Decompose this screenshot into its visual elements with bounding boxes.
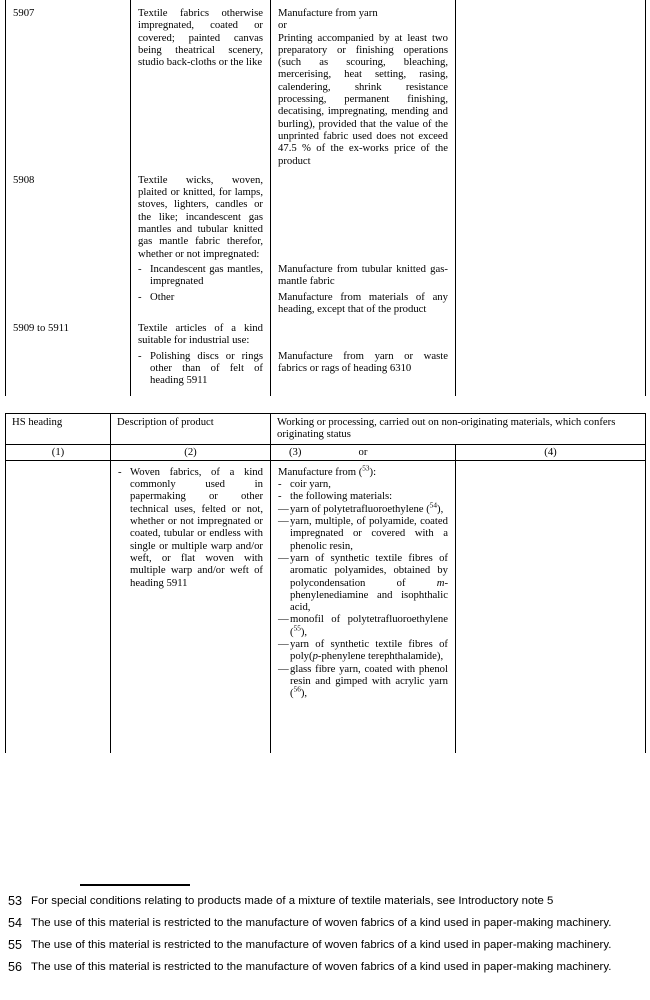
column-number-2: (2)	[110, 445, 270, 461]
hs-code: 5907	[13, 7, 35, 19]
working-text: Manufacture from yarn	[278, 7, 378, 19]
working-cell	[270, 461, 455, 753]
dash-bullet: -	[138, 262, 142, 275]
description-list-item	[138, 263, 263, 288]
working-list-item	[278, 490, 448, 502]
description-cell	[110, 461, 270, 753]
working-text: Printing accompanied by at least two preparatory or finishing operations (such as scouring, bleaching, mercerising, heat setting, rasing, calendering, shrink resistance processing, permanent finishing, decatising, impregnating, mending and burling), provided that the value of the unprinted fabric used does not exceed 47.5 % of the ex-works price of the product	[278, 31, 448, 167]
list-item-text: coir yarn,	[290, 478, 331, 491]
working-sublist-item	[278, 638, 448, 663]
footnote-number: 53	[8, 894, 23, 908]
description-cell	[130, 347, 270, 387]
footnote-number: 56	[8, 960, 23, 974]
column4-cell	[455, 288, 646, 316]
description-cell	[130, 315, 270, 347]
list-item-text: Polishing discs or rings other than of felt of heading 5911	[150, 349, 263, 387]
dash-bullet: -	[278, 478, 282, 491]
working-cell	[270, 288, 455, 316]
working-sublist-item	[278, 515, 448, 552]
hs-heading-cell	[5, 167, 130, 260]
dash-bullet: -	[138, 349, 142, 362]
working-sublist-item	[278, 552, 448, 613]
dash-bullet: —	[278, 662, 289, 675]
table-spacer	[5, 387, 130, 396]
working-sublist-item	[278, 613, 448, 638]
column-number-4: (4)	[455, 445, 646, 461]
footnote-separator-rule	[80, 884, 190, 886]
hs-heading-cell	[5, 315, 130, 347]
working-text: Manufacture from materials of any heading, except that of the product	[278, 290, 448, 315]
footnote-text: For special conditions relating to products made of a mixture of textile materials, see Introductory note 5	[31, 895, 554, 907]
list-item-text: Incandescent gas mantles, impregnated	[150, 262, 263, 288]
description-list-item	[138, 291, 263, 303]
list-item-text: monofil of polytetrafluoroethylene ($^{55}$),	[290, 613, 448, 638]
hs-heading-cell	[5, 461, 110, 753]
footnote-text: The use of this material is restricted to the manufacture of woven fabrics of a kind used in paper-making machinery.	[31, 961, 612, 973]
hs-heading-cell	[5, 260, 130, 288]
footnote-number: 54	[8, 916, 23, 930]
header-working-processing: Working or processing, carried out on non-originating materials, which confers originating status	[270, 414, 646, 445]
or-label: or	[358, 445, 368, 458]
description-cell	[130, 167, 270, 260]
column4-cell	[455, 260, 646, 288]
column-number-3: (3)	[289, 445, 302, 458]
list-item-text: yarn of synthetic textile fibres of poly(p-phenylene terephthalamide),	[290, 638, 448, 663]
header-description: Description of product	[110, 414, 270, 445]
table-spacer	[455, 387, 646, 396]
description-text: Textile fabrics otherwise impregnated, coated or covered; painted canvas being theatrical scenery, studio back-cloths or the like	[138, 7, 263, 69]
dash-bullet: -	[138, 290, 142, 303]
rules-table-continued	[5, 0, 646, 396]
dash-bullet: -	[278, 490, 282, 503]
footnote-text: The use of this material is restricted to the manufacture of woven fabrics of a kind used in paper-making machinery.	[31, 917, 612, 929]
column4-cell	[455, 315, 646, 347]
description-list-item	[138, 350, 263, 387]
working-intro: Manufacture from ($^{53}$):	[278, 464, 377, 478]
description-list-item	[118, 466, 263, 589]
description-cell	[130, 0, 270, 167]
table-spacer	[130, 387, 270, 396]
working-sublist-item	[278, 663, 448, 700]
column4-cell	[455, 347, 646, 387]
list-item-text: the following materials:	[290, 490, 393, 503]
working-or: or	[278, 19, 287, 32]
hs-heading-cell	[5, 347, 130, 387]
footnote	[8, 938, 644, 952]
column4-cell	[455, 461, 646, 753]
column4-cell	[455, 0, 646, 167]
dash-bullet: —	[278, 502, 289, 515]
list-item-text: Other	[150, 290, 175, 303]
working-text: Manufacture from tubular knitted gas-mantle fabric	[278, 262, 448, 288]
footnote-number: 55	[8, 938, 23, 952]
footnotes	[8, 894, 644, 982]
table-spacer	[270, 387, 455, 396]
working-text: Manufacture from yarn or waste fabrics or rags of heading 6310	[278, 349, 448, 375]
footnote	[8, 960, 644, 974]
dash-bullet: —	[278, 551, 289, 564]
column4-cell	[455, 167, 646, 260]
list-item-text: yarn of synthetic textile fibres of aromatic polyamides, obtained by polycondensation of m-phenylenediamine and isophthalic acid,	[290, 551, 448, 614]
working-cell	[270, 315, 455, 347]
list-item-text: yarn of polytetrafluoroethylene ($^{54}$),	[290, 501, 444, 515]
hs-heading-cell	[5, 0, 130, 167]
column-number-3-or	[270, 445, 455, 461]
working-cell	[270, 347, 455, 387]
hs-code: 5908	[13, 173, 35, 186]
dash-bullet: —	[278, 613, 289, 626]
list-item-text: Woven fabrics, of a kind commonly used in papermaking or other technical uses, felted or not, whether or not impregnated or coated, tubular or endless with single or multiple warp and/or weft, or flat woven with multiple warp and/or weft of heading 5911	[130, 465, 263, 589]
list-item-text: yarn, multiple, of polyamide, coated impregnated or covered with a phenolic resin,	[290, 515, 448, 552]
working-sublist-item	[278, 503, 448, 515]
description-text: Textile articles of a kind suitable for industrial use:	[138, 322, 263, 347]
footnote	[8, 894, 644, 908]
working-list-item	[278, 478, 448, 490]
hs-heading-cell	[5, 288, 130, 316]
column-number-1: (1)	[5, 445, 110, 461]
footnote-text: The use of this material is restricted to the manufacture of woven fabrics of a kind used in paper-making machinery.	[31, 939, 612, 951]
dash-bullet: -	[118, 465, 122, 478]
footnote	[8, 916, 644, 930]
header-hs-heading: HS heading	[5, 414, 110, 445]
dash-bullet: —	[278, 638, 289, 651]
list-item-text: glass fibre yarn, coated with phenol resin and gimped with acrylic yarn ($^{56}$),	[290, 662, 448, 700]
description-cell	[130, 288, 270, 316]
working-cell	[270, 260, 455, 288]
working-cell	[270, 0, 455, 167]
working-cell	[270, 167, 455, 260]
description-text: Textile wicks, woven, plaited or knitted, for lamps, stoves, lighters, candles or the like; incandescent gas mantles and tubular knitted gas mantle fabric therefor, whether or not impregnated:	[138, 173, 263, 260]
rules-table-main	[5, 413, 646, 753]
hs-code: 5909 to 5911	[13, 322, 70, 335]
description-cell	[130, 260, 270, 288]
dash-bullet: —	[278, 515, 289, 528]
